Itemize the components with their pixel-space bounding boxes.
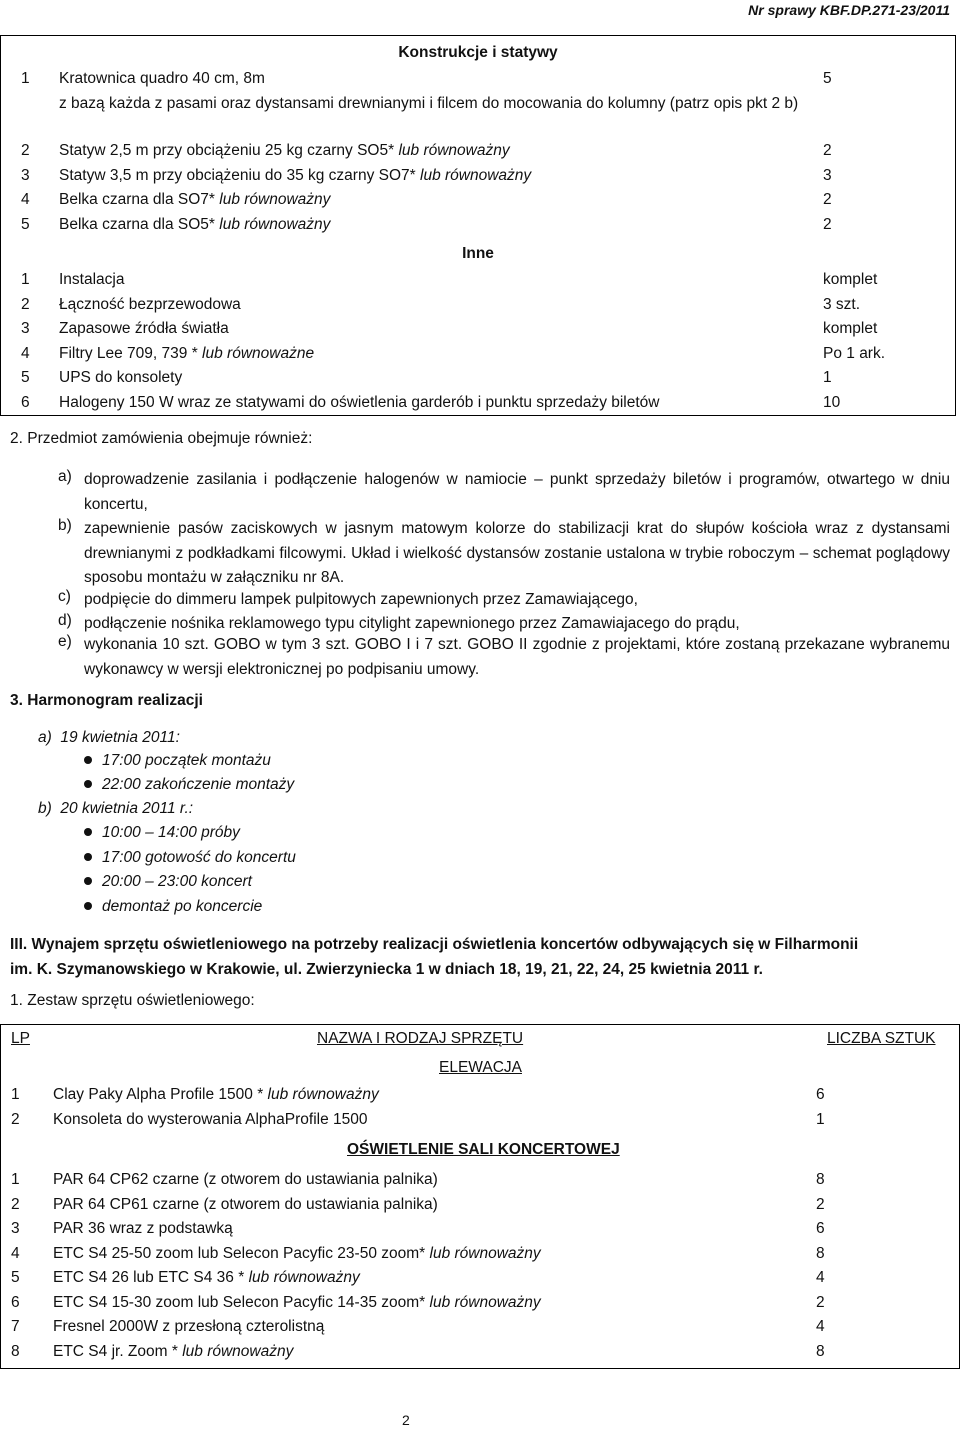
schedule-day-b: b) 20 kwietnia 2011 r.: [38, 800, 194, 817]
section-title-constructions: Konstrukcje i statywy [398, 44, 558, 61]
table-row [1, 1315, 959, 1340]
row-number: 6 [11, 1293, 20, 1311]
bullet-icon [84, 780, 92, 788]
table-row [1, 317, 955, 342]
item-text: podpięcie do dimmeru lampek pulpitowych zapewnionych przez Zamawiającego, [84, 591, 638, 608]
table-row [1, 1168, 959, 1193]
lighting-equipment-table [0, 1024, 960, 1369]
row-name: ETC S4 15-30 zoom lub Selecon Pacyfic 14-35 zoom* lub równoważny [53, 1293, 541, 1311]
subsection-1-heading: 1. Zestaw sprzętu oświetleniowego: [10, 992, 255, 1009]
schedule-item: 22:00 zakończenie montaży [84, 776, 294, 794]
row-quantity: Po 1 ark. [823, 344, 886, 362]
bullet-icon [84, 877, 92, 885]
row-number: 3 [21, 166, 30, 184]
row-name: Halogeny 150 W wraz ze statywami do oświetlenia garderób i punktu sprzedaży biletów [59, 393, 660, 411]
row-number: 3 [21, 320, 30, 337]
table-row [1, 1266, 959, 1291]
row-name: ETC S4 25-50 zoom lub Selecon Pacyfic 23-50 zoom* lub równoważny [53, 1244, 541, 1262]
table-row [1, 1108, 959, 1133]
row-quantity: 1 [823, 369, 832, 386]
row-number: 7 [11, 1318, 20, 1335]
row-number: 1 [11, 1171, 20, 1188]
row-number: 5 [21, 369, 30, 386]
row-number: 4 [21, 191, 30, 208]
row-number: 2 [11, 1195, 20, 1213]
table-row [1, 164, 955, 189]
section-3-heading: 3. Harmonogram realizacji [10, 692, 203, 709]
row-quantity: 6 [816, 1220, 825, 1237]
item-text: podłączenie nośnika reklamowego typu citylight zapewnionego przez Zamawiajacego do prądu, [84, 615, 740, 632]
table-row [1, 188, 955, 213]
col-header-lp: LP [11, 1030, 30, 1047]
col-header-name: NAZWA I RODZAJ SPRZĘTU [317, 1030, 524, 1047]
case-number: Nr sprawy KBF.DP.271-23/2011 [748, 2, 950, 18]
table-row [1, 1291, 959, 1316]
row-quantity: komplet [823, 320, 878, 337]
table-row [1, 1242, 959, 1267]
table-row [1, 268, 955, 293]
row-number: 5 [21, 215, 30, 233]
row-name: Statyw 2,5 m przy obciążeniu 25 kg czarny SO5* lub równoważny [59, 142, 510, 159]
row-name: PAR 64 CP62 czarne (z otworem do ustawiania palnika) [53, 1171, 438, 1188]
row-number: 3 [11, 1220, 20, 1237]
bullet-icon [84, 902, 92, 910]
row-quantity: 4 [816, 1269, 825, 1286]
table-row [1, 1340, 959, 1365]
row-quantity: 2 [816, 1195, 825, 1213]
row-quantity: komplet [823, 271, 878, 288]
item-text: wykonania 10 szt. GOBO w tym 3 szt. GOBO I i 7 szt. GOBO II zgodnie z projektami, które zostaną przekazane wybranemu wykonawcy w wersji elektronicznej po podpisaniu umowy. [84, 636, 950, 678]
row-number: 8 [11, 1342, 20, 1360]
schedule-item: 17:00 początek montażu [84, 752, 271, 770]
table-row [1, 213, 955, 238]
row-number: 4 [11, 1244, 20, 1262]
row-number: 2 [11, 1110, 20, 1128]
group-title-elevation: ELEWACJA [439, 1059, 522, 1076]
bullet-icon [84, 756, 92, 764]
row-quantity: 3 szt. [823, 295, 861, 313]
item-letter: b) [58, 517, 72, 534]
schedule-item: 10:00 – 14:00 próby [84, 824, 240, 842]
row-name: Belka czarna dla SO5* lub równoważny [59, 215, 331, 233]
item-letter: d) [58, 612, 72, 629]
table-row [1, 342, 955, 367]
row-quantity: 8 [816, 1171, 825, 1188]
row-name: PAR 36 wraz z podstawką [53, 1220, 233, 1237]
row-number: 6 [21, 393, 30, 411]
section-2-heading: 2. Przedmiot zamówienia obejmuje również: [10, 430, 313, 447]
row-name: Łączność bezprzewodowa [59, 295, 241, 313]
row-quantity: 4 [816, 1318, 825, 1335]
schedule-item: 20:00 – 23:00 koncert [84, 873, 252, 891]
table-row [1, 1083, 959, 1108]
table-row [1, 139, 955, 164]
table-row [1, 293, 955, 318]
row-name: Konsoleta do wysterowania AlphaProfile 1500 [53, 1110, 368, 1128]
row-quantity: 2 [823, 142, 832, 159]
row-quantity: 1 [816, 1110, 825, 1128]
row-name: UPS do konsolety [59, 369, 183, 386]
item-text: zapewnienie pasów zaciskowych w jasnym matowym kolorze do stabilizacji krat do słupów kościoła wraz z dystansami drewnianymi z podkładkami filcowymi. Układ i wielkość dystansów zostanie ustalona w trybie roboczym – schemat poglądowy sposobu montażu w załączniku nr 8A. [84, 520, 950, 586]
row-quantity: 8 [816, 1244, 825, 1262]
group-title-concert-hall: OŚWIETLENIE SALI KONCERTOWEJ [347, 1141, 620, 1158]
row-quantity: 8 [816, 1342, 825, 1360]
row-name: Statyw 3,5 m przy obciążeniu do 35 kg czarny SO7* lub równoważny [59, 166, 532, 184]
schedule-day-a: a) 19 kwietnia 2011: [38, 729, 180, 746]
row-number: 2 [21, 295, 30, 313]
row-number: 5 [11, 1269, 20, 1286]
table-row [1, 67, 955, 139]
row-name: Kratownica quadro 40 cm, 8m z bazą każda z pasami oraz dystansami drewnianymi i filcem do mocowania do kolumny (patrz opis pkt 2 b) [59, 70, 799, 112]
table-row [1, 1217, 959, 1242]
table-row [1, 1193, 959, 1218]
row-quantity: 2 [816, 1293, 825, 1311]
page-number: 2 [402, 1412, 410, 1428]
table-header-row [1, 1025, 959, 1053]
row-number: 1 [21, 70, 30, 87]
row-quantity: 3 [823, 166, 832, 184]
schedule-item: demontaż po koncercie [84, 898, 262, 916]
row-name: Clay Paky Alpha Profile 1500 * lub równoważny [53, 1086, 379, 1103]
item-text: doprowadzenie zasilania i podłączenie halogenów w namiocie – punkt sprzedaży biletów i programów, otwartego w dniu koncertu, [84, 471, 950, 513]
row-name: Filtry Lee 709, 739 * lub równoważne [59, 344, 315, 362]
bullet-icon [84, 828, 92, 836]
row-quantity: 2 [823, 215, 832, 233]
col-header-qty: LICZBA SZTUK [827, 1030, 936, 1047]
table-row [1, 366, 955, 391]
row-name: Zapasowe źródła światła [59, 320, 229, 337]
row-name: PAR 64 CP61 czarne (z otworem do ustawiania palnika) [53, 1195, 438, 1213]
item-letter: e) [58, 633, 72, 650]
section-title-other: Inne [462, 245, 494, 262]
section-iii-title: III. Wynajem sprzętu oświetleniowego na potrzeby realizacji oświetlenia koncertów odbywających się w Filharmonii im. K. Szymanowskiego w Krakowie, ul. Zwierzyniecka 1 w dniach 18, 19, 21, 22, 24, 25 kwietnia 2011 r. [10, 936, 859, 978]
row-number: 2 [21, 142, 30, 159]
equipment-table-constructions [0, 35, 956, 416]
row-quantity: 2 [823, 191, 832, 208]
row-name: ETC S4 jr. Zoom * lub równoważny [53, 1342, 294, 1360]
row-number: 4 [21, 344, 30, 362]
item-letter: a) [58, 468, 72, 485]
item-letter: c) [58, 588, 71, 605]
row-name: Instalacja [59, 271, 125, 288]
row-name: Fresnel 2000W z przesłoną czterolistną [53, 1318, 325, 1335]
row-quantity: 5 [823, 70, 832, 87]
table-row [1, 391, 955, 416]
row-quantity: 6 [816, 1086, 825, 1103]
bullet-icon [84, 853, 92, 861]
row-name: Belka czarna dla SO7* lub równoważny [59, 191, 331, 208]
row-number: 1 [11, 1086, 20, 1103]
row-name: ETC S4 26 lub ETC S4 36 * lub równoważny [53, 1269, 360, 1286]
row-number: 1 [21, 271, 30, 288]
schedule-item: 17:00 gotowość do koncertu [84, 849, 296, 867]
row-quantity: 10 [823, 393, 841, 411]
